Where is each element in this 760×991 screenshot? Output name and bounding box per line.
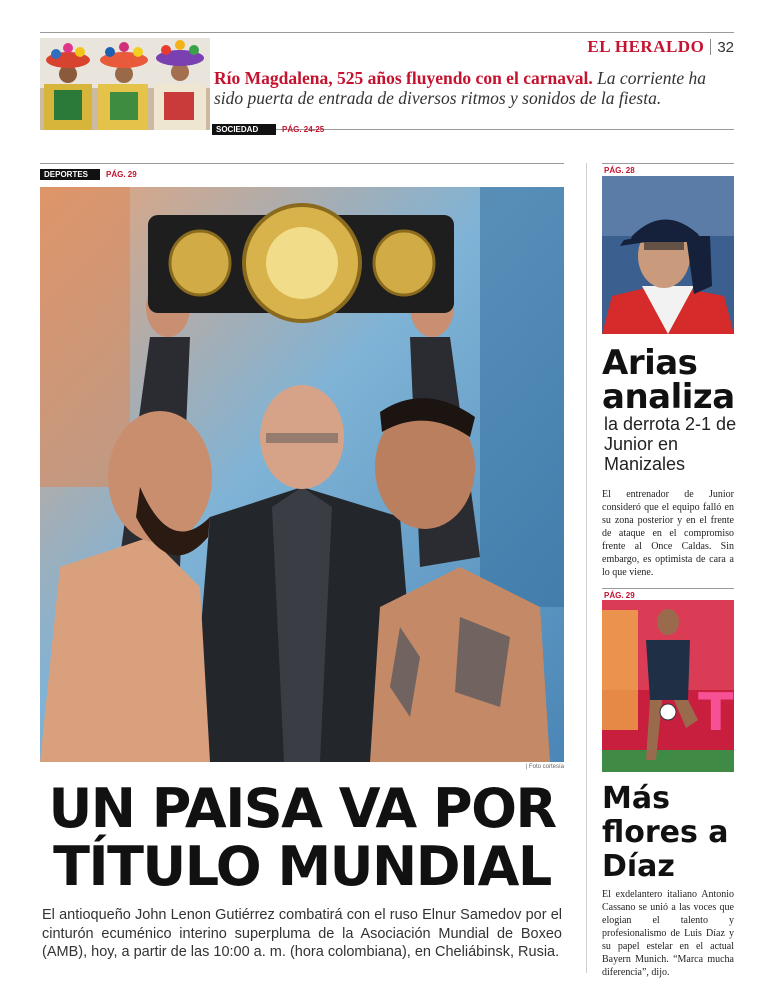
side1-body: El entrenador de Junior consideró que el equipo falló en su zona posterior y en el frente de ataque en el compromiso frente al Once Caldas. Sin embargo, es optimista de cara a lo que viene. (602, 489, 734, 578)
side2-body: El exdelantero italiano Antonio Cassano se unió a las voces que elogian el talento y profesionalismo de Luis Díaz y su papel estelar en el actual Bayern Munich. “Marca mucha diferencia”, dijo. (602, 889, 734, 978)
main-section-tag: DEPORTES (40, 169, 100, 180)
side2-page-ref[interactable]: PÁG. 29 (604, 591, 635, 600)
promo-section-bar (212, 119, 734, 134)
main-headline[interactable]: UN PAISA VA POR TÍTULO MUNDIAL (48, 777, 556, 898)
carnival-dancers-photo[interactable] (40, 38, 210, 130)
promo-lead: Río Magdalena, 525 años fluyendo con el carnaval. (214, 68, 593, 88)
main-page-ref[interactable]: PÁG. 29 (106, 170, 137, 179)
top-rule (40, 32, 734, 33)
boxing-faceoff-photo[interactable] (40, 187, 564, 762)
side1-subhead: la derrota 2-1 de Junior en Manizales (604, 414, 737, 474)
main-section-bar (40, 164, 137, 182)
masthead-divider (710, 39, 711, 55)
column-divider (586, 163, 587, 973)
side1-headline-line2: analiza (602, 377, 735, 417)
side1-rule (602, 163, 734, 164)
side1-headline-line1: Arias (602, 343, 698, 383)
masthead (587, 37, 734, 57)
page-number: 32 (717, 38, 734, 56)
luis-diaz-photo[interactable] (602, 600, 734, 772)
side2-headline[interactable]: Más flores a Díaz (602, 781, 729, 884)
newspaper-name: EL HERALDO (587, 37, 705, 56)
promo-teaser[interactable] (214, 68, 734, 108)
promo-section-tag: SOCIEDAD (212, 124, 276, 135)
promo-rest: La corriente ha sido puerta de entrada de diversos ritmos y sonidos de la fiesta. (214, 68, 706, 108)
promo-page-ref[interactable]: PÁG. 24-25 (282, 125, 325, 134)
coach-arias-photo[interactable] (602, 176, 734, 334)
side2-rule (602, 588, 734, 589)
side1-page-ref[interactable]: PÁG. 28 (604, 166, 635, 175)
svg-text:T: T (698, 683, 734, 743)
main-dek: El antioqueño John Lenon Gutiérrez combatirá con el ruso Elnur Samedov por el cinturón ecuménico interino superpluma de la Asociación Mundial de Boxeo (AMB), hoy, a partir de las 10:00 a. m. (hora colombiana), en Cheliábinsk, Rusia. (42, 907, 562, 960)
photo-credit: | Foto cortesía (525, 764, 564, 770)
side1-headline[interactable] (602, 343, 736, 417)
